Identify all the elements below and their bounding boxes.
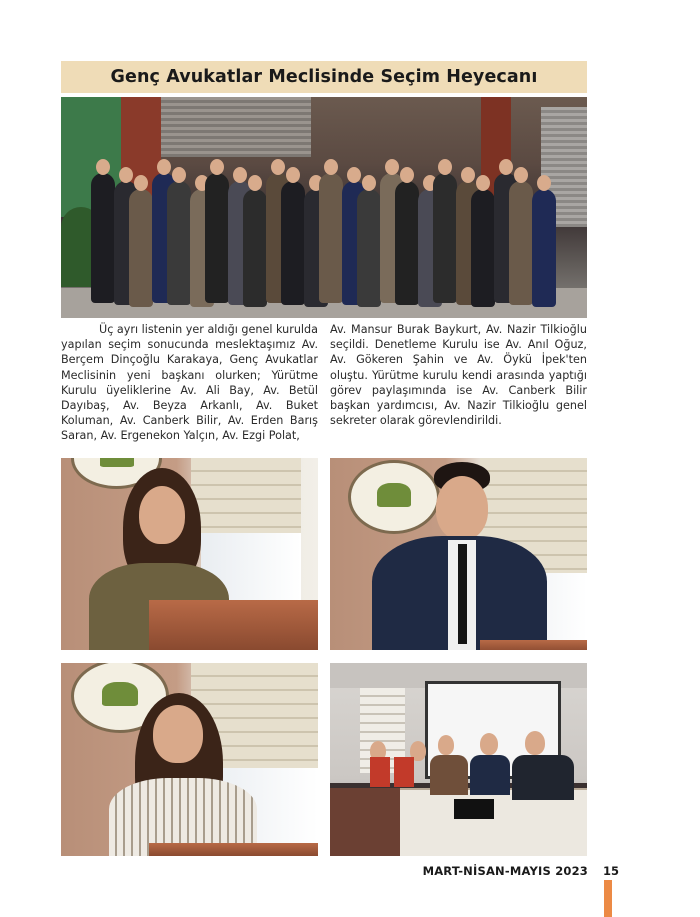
article-title: Genç Avukatlar Meclisinde Seçim Heyecanı — [110, 67, 538, 87]
article-column-1: Üç ayrı listenin yer aldığı genel kurulda yapılan seçim sonucunda meslektaşımız Av. Berçem Dinçoğlu Karakaya, Genç Avukatlar Meclisinin yeni başkanı olurken; Yürütme Kurulu üyeliklerine Av. Ali Bay, Av. Betül Dayıbaş, Av. Beyza Arkanlı, Av. Buket Koluman, Av. Canberk Bilir, Av. Erden Barış Saran, Av. Ergenekon Yalçın, Av. Ezgi Polat, — [61, 323, 318, 443]
group-photo — [61, 97, 587, 318]
panel-photo — [330, 663, 587, 856]
article-title-bar — [61, 61, 587, 93]
page-number: 15 — [603, 864, 620, 878]
page-accent-bar — [604, 880, 612, 917]
speaker-photo-1 — [61, 458, 318, 650]
speaker-photo-2 — [330, 458, 587, 650]
issue-label: MART-NİSAN-MAYIS 2023 — [422, 864, 588, 878]
article-column-2: Av. Mansur Burak Baykurt, Av. Nazir Tilkioğlu seçildi. Denetleme Kurulu ise Av. Anıl Oğuz, Av. Gökeren Şahin ve Av. Öykü İpek'ten oluştu. Yürütme kurulu kendi arasında yaptığı görev paylaşımında ise Av. Canberk Bilir başkan yardımcısı, Av. Nazir Tilkioğlu genel sekreter olarak görevlendirildi. — [330, 323, 587, 428]
speaker-photo-3 — [61, 663, 318, 856]
